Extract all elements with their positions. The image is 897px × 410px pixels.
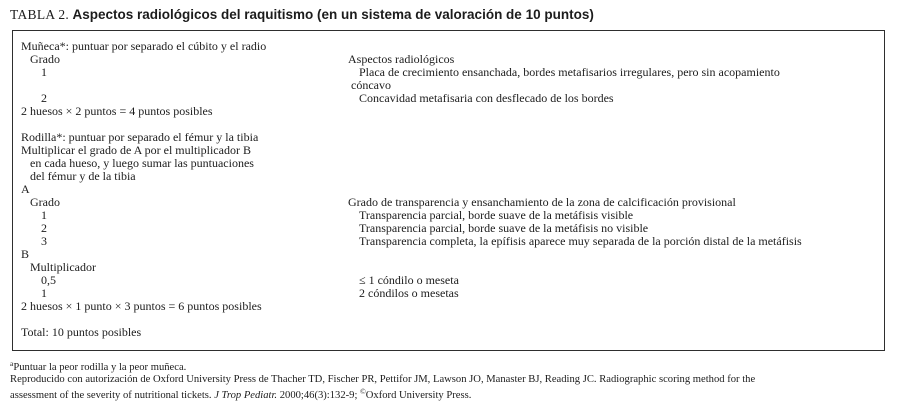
left-cell: del fémur y de la tibia xyxy=(30,169,136,183)
footnote-line-3-mid: 2000;46(3):132-9; xyxy=(277,390,361,402)
table-row xyxy=(21,235,880,248)
left-cell: 1 xyxy=(41,208,47,222)
right-cell xyxy=(339,313,880,326)
left-cell: Rodilla*: puntuar por separado el fémur y la tibia xyxy=(21,130,259,144)
table-row xyxy=(21,326,880,339)
right-cell xyxy=(339,300,880,313)
right-cell xyxy=(339,131,880,144)
right-cell: Concavidad metafisaria con desflecado de los bordes xyxy=(359,91,614,105)
left-cell: A xyxy=(21,182,30,196)
right-cell xyxy=(339,118,880,131)
table-row xyxy=(21,313,880,326)
right-cell xyxy=(339,248,880,261)
right-cell xyxy=(339,326,880,339)
right-cell: Transparencia parcial, borde suave de la metáfisis visible xyxy=(359,208,634,222)
footnote-line-3-end: Oxford University Press. xyxy=(365,390,472,402)
table-row xyxy=(21,170,880,183)
scoring-table xyxy=(12,30,885,351)
journal-name: J Trop Pediatr. xyxy=(214,390,278,402)
right-cell: Grado de transparencia y ensanchamiento de la zona de calcificación provisional xyxy=(348,195,736,209)
footnote-line-2: Reproducido con autorización de Oxford University Press de Thacher TD, Fischer PR, Pettifor JM, Lawson JO, Manaster BJ, Reading JC. Radiographic scoring method for the xyxy=(10,374,756,386)
table-row xyxy=(21,300,880,313)
right-cell xyxy=(348,170,880,183)
footnote-line-3 xyxy=(10,386,890,402)
footnote-line-3-pre: assessment of the severity of nutritional tickets. xyxy=(10,390,215,402)
footnote xyxy=(10,358,890,403)
left-cell: B xyxy=(21,247,30,261)
table-row xyxy=(21,66,880,79)
right-cell: Aspectos radiológicos xyxy=(348,52,455,66)
left-cell: Total: 10 puntos posibles xyxy=(21,325,142,339)
footnote-line-1-text: Puntuar la peor rodilla y la peor muñeca. xyxy=(13,362,187,373)
right-cell: 2 cóndilos o mesetas xyxy=(359,286,459,300)
left-cell: Grado xyxy=(30,195,60,209)
right-cell: Transparencia completa, la epífisis aparece muy separada de la porción distal de la metáfisis xyxy=(359,234,802,248)
copyright-symbol: © xyxy=(360,387,366,397)
left-cell: Multiplicador xyxy=(30,260,96,274)
table-row xyxy=(21,157,880,170)
table-row xyxy=(21,105,880,118)
footnote-marker-a: a xyxy=(10,359,14,368)
left-cell: 3 xyxy=(41,234,47,248)
table-row xyxy=(21,248,880,261)
left-cell: 2 huesos × 1 punto × 3 puntos = 6 puntos posibles xyxy=(21,299,262,313)
left-cell: 1 xyxy=(41,65,47,79)
left-cell: 2 huesos × 2 puntos = 4 puntos posibles xyxy=(21,104,213,118)
right-cell xyxy=(339,105,880,118)
table-rows xyxy=(21,40,880,339)
left-cell: Multiplicar el grado de A por el multiplicador B xyxy=(21,143,251,157)
table-title-text: Aspectos radiológicos del raquitismo (en un sistema de valoración de 10 puntos) xyxy=(72,7,594,22)
left-cell: 1 xyxy=(41,286,47,300)
table-title xyxy=(10,7,594,23)
right-cell: ≤ 1 cóndilo o meseta xyxy=(359,273,459,287)
right-cell xyxy=(339,144,880,157)
right-cell xyxy=(348,157,880,170)
left-cell: 2 xyxy=(41,221,47,235)
footnote-line-1 xyxy=(10,358,890,374)
left-cell: Muñeca*: puntuar por separado el cúbito y el radio xyxy=(21,39,267,53)
left-cell: Grado xyxy=(30,52,60,66)
left-cell: en cada hueso, y luego sumar las puntuaciones xyxy=(30,156,254,170)
right-cell: cóncavo xyxy=(351,78,391,92)
left-cell: 2 xyxy=(41,91,47,105)
left-cell xyxy=(21,79,339,92)
right-cell: Placa de crecimiento ensanchada, bordes metafisarios irregulares, pero sin acopamiento xyxy=(359,65,780,79)
left-cell: 0,5 xyxy=(41,273,56,287)
right-cell: Transparencia parcial, borde suave de la metáfisis no visible xyxy=(359,221,649,235)
table-title-label: TABLA 2. xyxy=(10,7,70,22)
